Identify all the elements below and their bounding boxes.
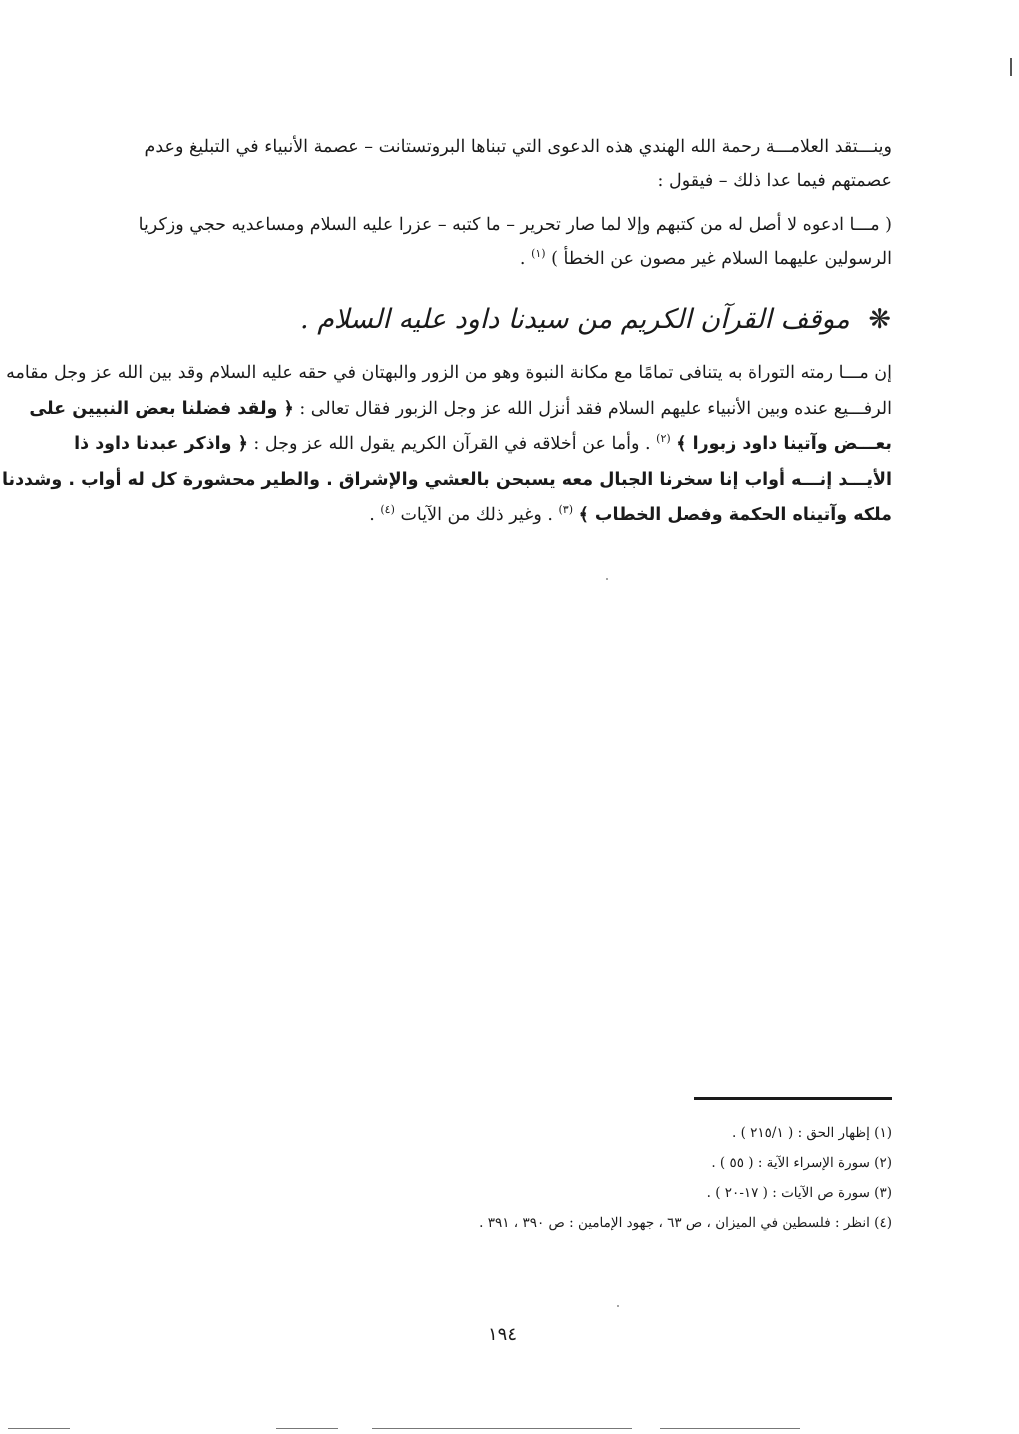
paragraph-2-line-2	[104, 242, 892, 276]
scan-speck	[617, 1305, 619, 1307]
paragraph-3-line-4	[1, 463, 892, 499]
quran-verse-2-start: ﴿ واذكر عبدنا داود ذا	[74, 434, 248, 454]
paragraph-3-line-5	[104, 498, 892, 534]
footnote-2: (٢) سورة الإسراء الآية : ( ٥٥ ) .	[711, 1155, 892, 1171]
paragraph-1	[104, 130, 892, 198]
footnote-ref-2: (٢)	[656, 432, 671, 446]
paragraph-3-line-2-plain: الرفـــيع عنده وبين الأنبياء عليهم السلام فقد أنزل الله عز وجل الزبور فقال تعالى :	[299, 398, 892, 419]
paragraph-1-line-2: عصمتهم فيما عدا ذلك – فيقول :	[657, 171, 892, 191]
footnote-ref-3: (٣)	[558, 503, 573, 517]
quran-verse-2-end: ملكه وآتيناه الحكمة وفصل الخطاب ﴾	[578, 505, 892, 525]
page-number: ١٩٤	[488, 1324, 518, 1345]
quran-verse-1-end: بعـــض وآتينا داود زبورا ﴾	[676, 434, 892, 454]
footnote-3: (٣) سورة ص الآيات : ( ١٧-٢٠ ) .	[706, 1185, 892, 1201]
star-icon: ❋	[868, 304, 891, 335]
scan-bottom-line	[8, 1428, 70, 1429]
paragraph-3-line-1: إن مـــا رمته التوراة به يتنافى تمامًا مع مكانة النبوة وهو من الزور والبهتان في حقه عليه السلام وقد بين الله عز وجل مقامه	[6, 363, 892, 383]
scan-edge-mark	[1010, 58, 1012, 76]
paragraph-2	[104, 208, 892, 276]
footnotes	[300, 1118, 892, 1238]
footnote-divider	[694, 1097, 892, 1100]
paragraph-3	[1, 356, 892, 534]
scan-bottom-line	[276, 1428, 338, 1429]
scan-bottom-line	[660, 1428, 800, 1429]
section-heading	[300, 304, 891, 335]
footnote-ref-4: (٤)	[380, 503, 395, 517]
paragraph-3-line-5-end: .	[369, 505, 375, 525]
footnote-ref-1: (١)	[531, 247, 546, 261]
scan-speck	[606, 578, 608, 580]
paragraph-2-line-2-end: .	[519, 249, 526, 269]
footnote-1: (١) إظهار الحق : ( ٢١٥/١ ) .	[732, 1125, 892, 1141]
paragraph-1-line-1: وينـــتقد العلامـــة رحمة الله الهندي هذه الدعوى التي تبناها البروتستانت – عصمة الأنبياء في التبليغ وعدم	[144, 137, 892, 157]
paragraph-3-line-3-plain: . وأما عن أخلاقه في القرآن الكريم يقول الله عز وجل :	[253, 434, 651, 454]
footnote-4: (٤) انظر : فلسطين في الميزان ، ص ٦٣ ، جهود الإمامين : ص ٣٩٠ ، ٣٩١ .	[479, 1215, 892, 1231]
paragraph-3-line-5-plain: . وغير ذلك من الآيات	[400, 505, 553, 525]
paragraph-2-line-2-text: الرسولين عليهما السلام غير مصون عن الخطأ )	[551, 249, 892, 269]
section-heading-text: موقف القرآن الكريم من سيدنا داود عليه السلام .	[300, 304, 850, 335]
quran-verse-2-middle: الأيـــد إنـــه أواب إنا سخرنا الجبال معه يسبحن بالعشي والإشراق . والطير محشورة كل له أواب . وشددنا	[1, 469, 892, 490]
paragraph-3-line-3	[74, 427, 892, 463]
paragraph-2-line-1: ( مـــا ادعوه لا أصل له من كتبهم وإلا لما صار تحرير – ما كتبه – عزرا عليه السلام ومساعديه حجي وزكريا	[138, 215, 892, 235]
quran-verse-1-start: ﴿ ولقد فضلنا بعض النبيين على	[29, 398, 294, 419]
paragraph-3-line-2	[29, 392, 892, 428]
scan-bottom-line	[372, 1428, 632, 1429]
